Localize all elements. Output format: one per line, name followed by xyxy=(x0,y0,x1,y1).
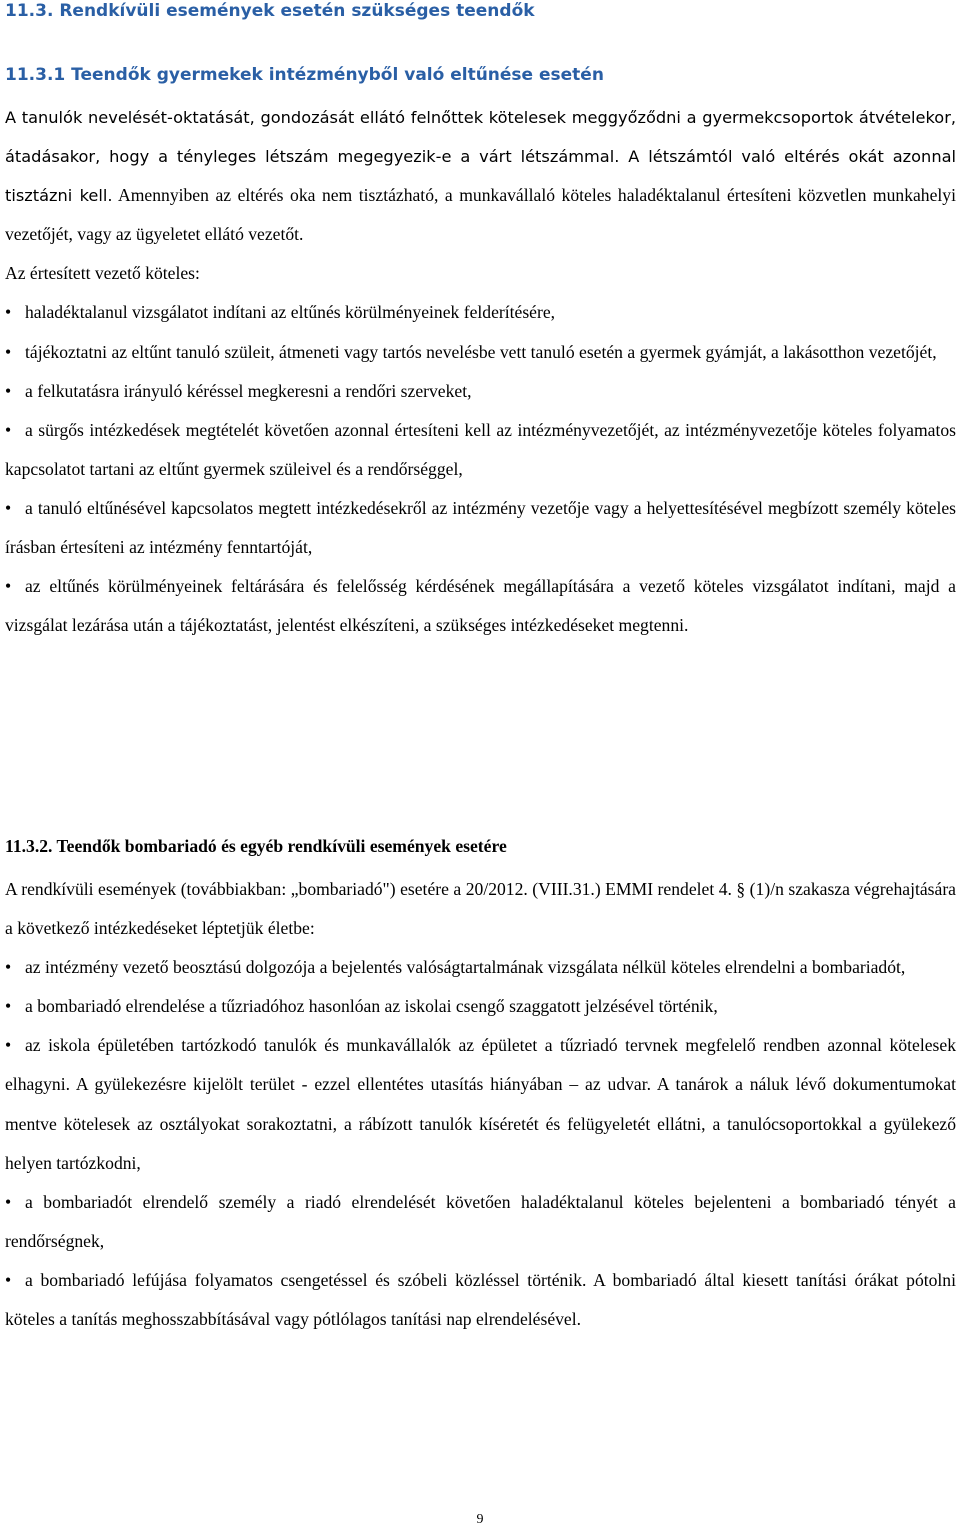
list-item-text: a felkutatásra irányuló kéréssel megkeresni a rendőri szerveket, xyxy=(25,380,472,401)
list-item-text: a bombariadó lefújása folyamatos csengetéssel és szóbeli közléssel történik. A bombariadó által kiesett tanítási órákat pótolni köteles a tanítás meghosszabbításával vagy pótlólagos tanítási nap elrendelésével. xyxy=(5,1269,956,1330)
bullet-icon: • xyxy=(5,1191,12,1212)
list-item xyxy=(5,489,956,567)
list-item xyxy=(5,333,956,372)
list-item xyxy=(5,1026,956,1182)
list-item xyxy=(5,1261,956,1339)
section-heading-11-3: 11.3. Rendkívüli események esetén szükséges teendők xyxy=(5,1,535,21)
list-item-text: az iskola épületében tartózkodó tanulók és munkavállalók az épületet a tűzriadó tervnek megfelelő rendben azonnal kötelesek elhagyni. A gyülekezésre kijelölt terület - ezzel ellentétes utasítás hiányában – az udvar. A tanárok a náluk lévő dokumentumokat mentve kötelesek az osztályokat sorakoztatni, a rábízott tanulók kíséretét és felügyeletét ellátni, a tanulócsoportokkal a gyülekező helyen tartózkodni, xyxy=(5,1035,956,1173)
list-item xyxy=(5,1183,956,1261)
bullet-icon: • xyxy=(5,957,12,978)
list-item xyxy=(5,411,956,489)
section1-intro xyxy=(5,98,956,254)
section1-intro2-text: Amennyiben az eltérés oka nem tisztázható, a munkavállaló köteles haladéktalanul értesíteni közvetlen munkahelyi vezetőjét, vagy az ügyeletet ellátó vezetőt. xyxy=(5,185,956,245)
list-item xyxy=(5,567,956,645)
bullet-icon: • xyxy=(5,380,12,401)
section1-lead: Az értesített vezető köteles: xyxy=(5,263,200,284)
list-item xyxy=(5,293,956,332)
subsection-heading-11-3-1: 11.3.1 Teendők gyermekek intézményből való eltűnése esetén xyxy=(5,65,604,85)
list-item xyxy=(5,948,956,987)
list-item-text: a bombariadó elrendelése a tűzriadóhoz hasonlóan az iskolai csengő szaggatott jelzésével történik, xyxy=(25,996,718,1017)
bullet-icon: • xyxy=(5,1269,12,1290)
page-number: 9 xyxy=(476,1512,484,1527)
list-item xyxy=(5,987,956,1026)
subsection-title: Teendők bombariadó és egyéb rendkívüli események esetére xyxy=(56,836,507,856)
section1-intro-text: A tanulók nevelését-oktatását, gondozását ellátó felnőttek kötelesek meggyőződni a gyermekcsoportok átvételekor, átadásakor, hogy a tényleges létszám megegyezik-e a várt létszámmal. A létszámtól való eltérés okát azonnal tisztázni kell. xyxy=(5,108,956,206)
list-item-text: az eltűnés körülményeinek feltárására és felelősség kérdésének megállapítására a vezető köteles vizsgálatot indítani, majd a vizsgálat lezárása után a tájékoztatást, jelentést elkészíteni, a szükséges intézkedéseket megtenni. xyxy=(5,576,956,636)
subsection-heading-11-3-2 xyxy=(5,832,507,860)
bullet-icon: • xyxy=(5,341,12,362)
list-item-text: haladéktalanul vizsgálatot indítani az eltűnés körülményeinek felderítésére, xyxy=(25,302,556,323)
bullet-icon: • xyxy=(5,996,12,1017)
list-item-text: tájékoztatni az eltűnt tanuló szüleit, átmeneti vagy tartós nevelésbe vett tanuló esetén a gyermek gyámját, a lakásotthon vezetőjét, xyxy=(25,341,937,362)
subsection-number: 11.3.2. xyxy=(5,836,53,856)
list-item-text: a sürgős intézkedések megtételét követően azonnal értesíteni kell az intézményvezetőjét, az intézményvezetője köteles folyamatos kapcsolatot tartani az eltűnt gyermek szüleivel és a rendőrséggel, xyxy=(5,419,956,479)
bullet-icon: • xyxy=(5,1035,12,1056)
section2-intro: A rendkívüli események (továbbiakban: „bombariadó") esetére a 20/2012. (VIII.31.) EMMI rendelet 4. § (1)/n szakasza végrehajtására a következő intézkedéseket léptetjük életbe: xyxy=(5,879,956,939)
list-item-text: az intézmény vezető beosztású dolgozója a bejelentés valóságtartalmának vizsgálata nélkül köteles elrendelni a bombariadót, xyxy=(25,957,906,978)
section1-body xyxy=(5,98,956,645)
bullet-icon: • xyxy=(5,497,12,518)
bullet-icon: • xyxy=(5,302,12,323)
list-item-text: a tanuló eltűnésével kapcsolatos megtett intézkedésekről az intézmény vezetője vagy a helyettesítésével megbízott személy köteles írásban értesíteni az intézmény fenntartóját, xyxy=(5,497,956,558)
list-item-text: a bombariadót elrendelő személy a riadó elrendelését követően haladéktalanul köteles bejelenteni a bombariadó tényét a rendőrségnek, xyxy=(5,1191,956,1251)
bullet-icon: • xyxy=(5,576,12,597)
bullet-icon: • xyxy=(5,419,12,440)
list-item xyxy=(5,372,956,411)
section2-body xyxy=(5,870,956,1339)
